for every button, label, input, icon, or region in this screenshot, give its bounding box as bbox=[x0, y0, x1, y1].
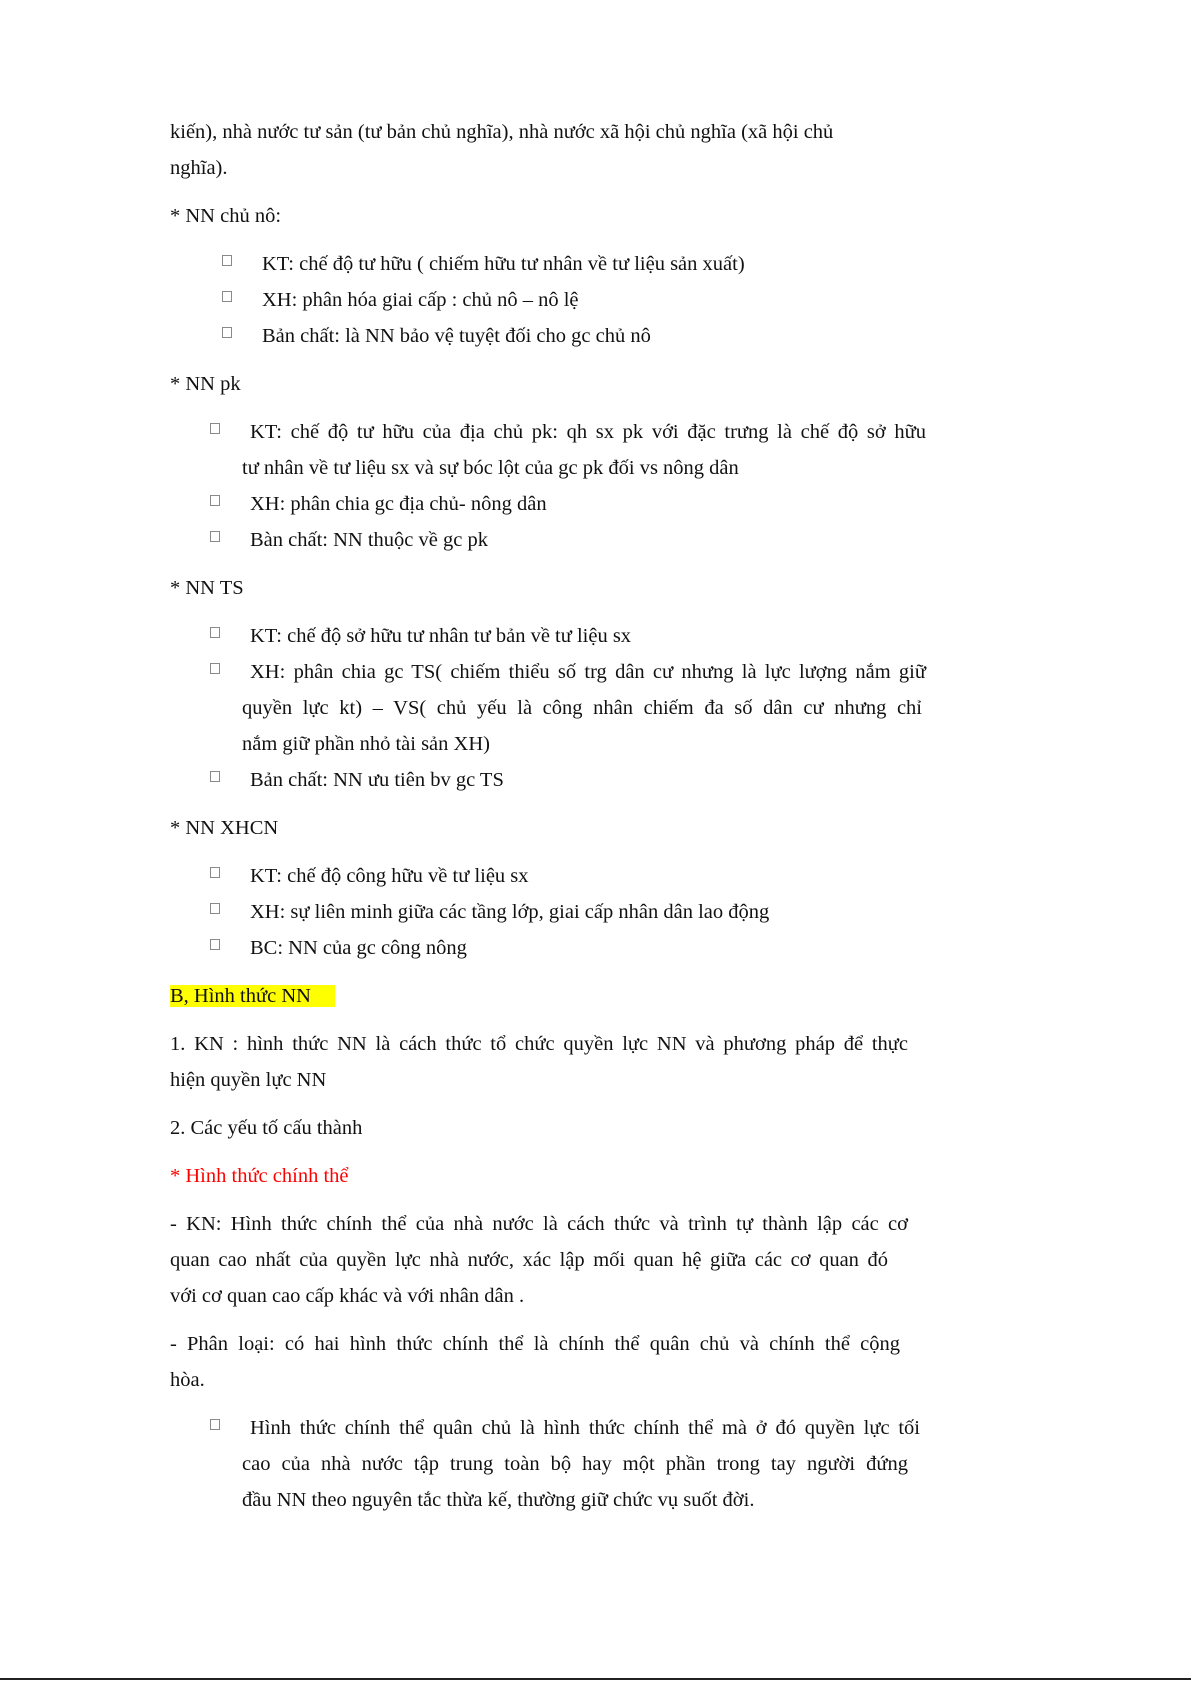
list-item: Bản chất: NN ưu tiên bv gc TS bbox=[250, 769, 504, 791]
text-line: 2. Các yếu tố cấu thành bbox=[170, 1117, 363, 1139]
list-item: XH: sự liên minh giữa các tầng lớp, giai cấp nhân dân lao động bbox=[250, 901, 770, 923]
text-line: với cơ quan cao cấp khác và với nhân dân . bbox=[170, 1285, 525, 1307]
list-item-continuation: cao của nhà nước tập trung toàn bộ hay một phần trong tay người đứng bbox=[242, 1453, 908, 1475]
list-item-continuation: tư nhân về tư liệu sx và sự bóc lột của gc pk đối vs nông dân bbox=[242, 457, 739, 479]
list-item: KT: chế độ công hữu về tư liệu sx bbox=[250, 865, 529, 887]
bullet-box-icon bbox=[222, 255, 232, 266]
list-item-continuation: quyền lực kt) – VS( chủ yếu là công nhân chiếm đa số dân cư nhưng chỉ bbox=[242, 697, 922, 719]
text-line: kiến), nhà nước tư sản (tư bản chủ nghĩa), nhà nước xã hội chủ nghĩa (xã hội chủ bbox=[170, 121, 834, 143]
list-item-continuation: đầu NN theo nguyên tắc thừa kế, thường giữ chức vụ suốt đời. bbox=[242, 1489, 755, 1511]
list-item: Bản chất: là NN bảo vệ tuyệt đối cho gc chủ nô bbox=[262, 325, 651, 347]
bullet-box-icon bbox=[210, 495, 220, 506]
bullet-box-icon bbox=[210, 939, 220, 950]
highlight-text: B, Hình thức NN bbox=[170, 985, 335, 1007]
section-heading-pk: * NN pk bbox=[170, 373, 241, 395]
section-heading-ts: * NN TS bbox=[170, 577, 244, 599]
bullet-box-icon bbox=[210, 867, 220, 878]
text-line: hòa. bbox=[170, 1369, 205, 1391]
bullet-box-icon bbox=[210, 903, 220, 914]
section-heading-chu-no: * NN chủ nô: bbox=[170, 205, 282, 227]
list-item: BC: NN của gc công nông bbox=[250, 937, 467, 959]
list-item: Hình thức chính thể quân chủ là hình thức chính thể mà ở đó quyền lực tối bbox=[250, 1417, 920, 1439]
bullet-box-icon bbox=[210, 771, 220, 782]
text-line: hiện quyền lực NN bbox=[170, 1069, 327, 1091]
page-bottom-rule bbox=[0, 1678, 1191, 1680]
red-heading: * Hình thức chính thể bbox=[170, 1165, 349, 1187]
text-line: - KN: Hình thức chính thể của nhà nước là cách thức và trình tự thành lập các cơ bbox=[170, 1213, 908, 1235]
text-line: quan cao nhất của quyền lực nhà nước, xác lập mối quan hệ giữa các cơ quan đó bbox=[170, 1249, 888, 1271]
bullet-box-icon bbox=[210, 627, 220, 638]
list-item: XH: phân chia gc TS( chiếm thiểu số trg dân cư nhưng là lực lượng nắm giữ bbox=[250, 661, 926, 683]
section-heading-xhcn: * NN XHCN bbox=[170, 817, 279, 839]
list-item: KT: chế độ sở hữu tư nhân tư bản về tư liệu sx bbox=[250, 625, 632, 647]
text-line: nghĩa). bbox=[170, 157, 228, 179]
bullet-box-icon bbox=[210, 663, 220, 674]
list-item: XH: phân chia gc địa chủ- nông dân bbox=[250, 493, 547, 515]
list-item: KT: chế độ tư hữu ( chiếm hữu tư nhân về tư liệu sản xuất) bbox=[262, 253, 745, 275]
bullet-box-icon bbox=[210, 531, 220, 542]
list-item-continuation: nắm giữ phần nhỏ tài sản XH) bbox=[242, 733, 490, 755]
text-line: 1. KN : hình thức NN là cách thức tổ chức quyền lực NN và phương pháp để thực bbox=[170, 1033, 908, 1055]
bullet-box-icon bbox=[222, 327, 232, 338]
bullet-box-icon bbox=[210, 423, 220, 434]
text-line: - Phân loại: có hai hình thức chính thể là chính thể quân chủ và chính thể cộng bbox=[170, 1333, 900, 1355]
list-item: KT: chế độ tư hữu của địa chủ pk: qh sx pk với đặc trưng là chế độ sở hữu bbox=[250, 421, 926, 443]
highlighted-heading bbox=[170, 984, 335, 1008]
list-item: Bàn chất: NN thuộc về gc pk bbox=[250, 529, 488, 551]
bullet-box-icon bbox=[222, 291, 232, 302]
bullet-box-icon bbox=[210, 1419, 220, 1430]
list-item: XH: phân hóa giai cấp : chủ nô – nô lệ bbox=[262, 289, 579, 311]
